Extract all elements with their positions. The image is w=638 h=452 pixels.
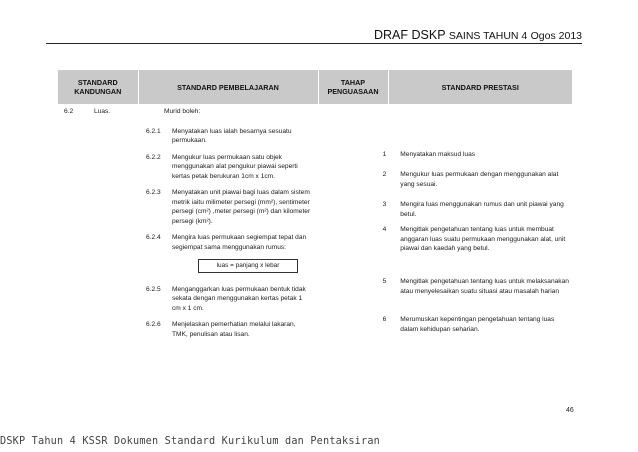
learning-standard-text: Menyatakan unit piawai bagi luas dalam sistem metrik iaitu milimeter persegi (mm²), sentimeter persegi (cm²) ,meter persegi (m²) dan kilometer persegi (km²).: [172, 189, 311, 225]
learning-standard-item: [146, 153, 318, 182]
header-tahap-line1: TAHAP: [340, 78, 366, 87]
learning-standard-text: Mengukur luas permukaan satu objek menggunakan alat pengukur piawai seperti kertas petak berukuran 1cm x 1cm.: [172, 153, 298, 180]
performance-level-row: [318, 150, 572, 170]
area-formula-box: luas = panjang x lebar: [198, 259, 298, 273]
performance-level-number: 6: [382, 316, 387, 323]
table-header-row: [58, 70, 572, 104]
performance-level-row: [318, 170, 572, 200]
learning-standard-text: Menjelaskan pemerhatian melalui lakaran, TMK, penulisan atau lisan.: [172, 321, 296, 338]
performance-level-row: [318, 315, 572, 339]
performance-level-number: 4: [382, 226, 387, 233]
performance-level-text: Merumuskan kepentingan pengetahuan tentang luas dalam kehidupan seharian.: [400, 316, 555, 333]
learning-standard-code: 6.2.5: [146, 285, 161, 293]
kandungan-cell: [58, 104, 138, 346]
prestasi-cell: [318, 104, 572, 346]
performance-level-text: Mengitlak pengetahuan tentang luas untuk melaksanakan atau menyelesaikan suatu situasi atau masalah harian: [400, 278, 569, 295]
learning-standard-text: Menganggarkan luas permukaan bentuk tidak sekata dengan menggunakan kertas petak 1 cm x 1 cm.: [172, 285, 306, 312]
standards-table: [58, 70, 572, 346]
subject-label: SAINS TAHUN 4: [448, 30, 528, 42]
header-standard-pembelajaran: STANDARD PEMBELAJARAN: [138, 70, 318, 104]
learning-standard-code: 6.2.2: [146, 153, 161, 161]
document-footer: DSKP Tahun 4 KSSR Dokumen Standard Kurikulum dan Pentaksiran: [0, 436, 381, 447]
header-rule: [46, 43, 582, 44]
learning-standard-text: Mengira luas permukaan segiempat tepat dan segiempat sama menggunakan rumus:: [172, 234, 307, 252]
learning-standard-code: 6.2.4: [146, 234, 161, 242]
performance-level-number: 5: [382, 278, 387, 285]
header-kandungan-line2: KANDUNGAN: [74, 87, 122, 96]
performance-level-number: 2: [382, 171, 387, 178]
learning-standard-code: 6.2.6: [146, 321, 161, 329]
header-kandungan-line1: STANDARD: [77, 78, 118, 87]
performance-level-number: 3: [382, 201, 387, 208]
header-standard-prestasi: STANDARD PRESTASI: [388, 70, 572, 104]
learning-standard-code: 6.2.3: [146, 189, 161, 197]
learning-standard-text: Menyatakan luas ialah besarnya sesuatu permukaan.: [172, 127, 292, 145]
table-row: [58, 104, 572, 346]
performance-standards-list: [318, 150, 572, 339]
performance-level-text: Mengitlak pengetahuan tentang luas untuk membuat anggaran luas suatu permukaan menggunakan alat, unit piawai dan kaedah yang betul.: [400, 226, 566, 253]
learning-standard-item: [146, 127, 318, 146]
performance-level-text: Mengukur luas permukaan dengan menggunakan alat yang sesuai.: [400, 171, 559, 188]
learning-standard-item: [146, 285, 318, 314]
date-label: Ogos 2013: [530, 30, 582, 42]
header-standard-kandungan: [58, 70, 138, 104]
topic-number: 6.2: [64, 108, 74, 115]
performance-level-number: 1: [382, 151, 387, 158]
header-title: [374, 28, 582, 42]
learning-standard-item: [146, 233, 318, 252]
draft-label: DRAF DSKP: [374, 28, 446, 42]
performance-level-row: [318, 225, 572, 277]
topic-title: Luas.: [94, 108, 111, 115]
performance-level-row: [318, 200, 572, 225]
performance-level-text: Mengira luas menggunakan rumus dan unit piawai yang betul.: [400, 201, 564, 218]
performance-level-text: Menyatakan maksud luas: [400, 151, 476, 158]
header-tahap-line2: PENGUASAAN: [327, 87, 379, 96]
page-number: 46: [566, 407, 574, 414]
performance-level-row: [318, 277, 572, 315]
learning-standards-list: [138, 127, 318, 340]
learning-standard-item: [146, 320, 318, 339]
page-header: [0, 0, 638, 48]
learning-standard-item: [146, 188, 318, 226]
header-tahap-penguasaan: [318, 70, 388, 104]
pembelajaran-cell: [138, 104, 318, 346]
learning-standard-code: 6.2.1: [146, 127, 161, 135]
murid-boleh-label: Murid boleh:: [164, 108, 201, 115]
